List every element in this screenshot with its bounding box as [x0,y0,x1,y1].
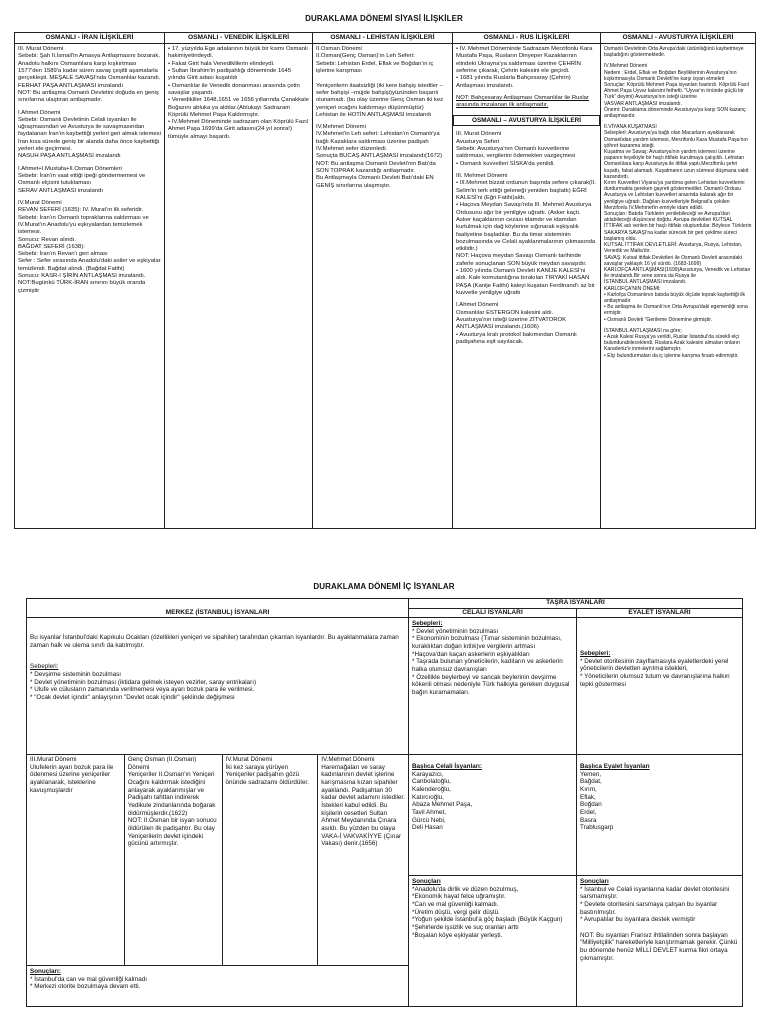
avusturya-mehmet3-block: III. Mehmet Dönemi • III.Mehmet bizzat ordunun başında sefere çıkarak(II. Selim'in terk ettiği geleneği yeniden başlattı) EĞRİ KALESİ'ni (Eğri Fatihi)aldı. • Haçova Meydan Savaşı'nda III. Mehmet Avusturya Ordusunu ağır bir yenilgiye uğrattı. (Asker kaçtı. Asker kaçaklarının cezası idamdır ve idamdan kurtulmak için dağ köylerine sığınarak eşkiyalık faaliyetine başladılar. Bu da timar sisteminin bozulmasında ve Celali ayaklanmalarının çıkmasında etkilidir.) NOT: Haçova meydan Savaşı Osmanlı tarihinde zaferle sonuçlanan SON büyük meydan savaşıdır. • 1600 yılında Osmanlı Devleti KANİJE KALESİ'ni aldı. Kale komutanlığına bırakılan TİRYAKİ HASAN PAŞA (Kanije Fatihi) kaleyi kuşatan Ferdinand'ı az bir kuvvetle yenilgiye uğrattı [456,173,596,296]
iran-murat4-block: IV.Murat Dönemi REVAN SEFERİ (1635): IV. Murat'ın ilk seferidir. Sebebi: İran'ın Osmanlı topraklarına saldırması ve IV.Murat'ın Anadolu'yu eşkıyalardan temizlemek istemesi. Sonucu: Revan alındı. BAĞDAT SEFERİ (1638): Sebebi: İran'ın Revan'ı geri alması Sefer : Sefer sırasında Anadolu'daki asiler ve eşkıyalar temizlendi. Bağdat alındı. (Bağdat Fatihi) Sonucu: KASR-I ŞİRİN ANTLAŞMASI imzalandı. NOT:Bugünkü TÜRK-İRAN sınırını büyük oranda çizmiştir [18,199,161,294]
merkez-intro: Bu isyanlar İstanbul'daki Kapıkulu Ocakları (özellikleri yeniçeri ve sipahiler) tarafından çıkarılan isyanlardır. Bu ayaklanmalara zaman zaman halk ve ulema sınıfı da katılmıştır. [30,634,399,649]
period-murat4: IV.Murat Dönemi İki kez saraya yürüyen Yeniçeriler padişahın gözü önünde sadrazamı öldürdüler. [223,755,319,965]
period-osman2: Genç Osman (II.Osman) Dönemi Yeniçeriler II.Osman'ın Yeniçeri Ocağını kaldırmak istediğini anlayarak ayaklanmışlar ve Padişahı tahttan indirerek Yedikule zindanlarında boğarak öldürmüşlerdir.(1622) NOT: II.Osman bir isyan sonucu öldürülen ilk padişahtır. Bu olay Yeniçerilerin devlet içindeki gücünü artırmıştır. [125,755,223,965]
merkez-sonuc-list: * İstanbul'da can ve mal güvenliği kalmadı * Merkezi otorite bozulmaya devam etti. [30,975,148,991]
avusturya-viyana-block: II.VİYANA KUŞATMASI Sebepleri: Avusturya'ya bağlı olan Macarların ayaklanarak Osmanlıdan yardım istemesi, Merzifonlu Kara Mustafa Paşa'nın şöhret kazanma isteği. Kuşatma ve Savaş: Avusturya'nın yardım istemesi üzerine papanın teşvikiyle bir haçlı ittifakı kurulmaya çalışıldı. Lehistan Osmanlılara karşı Avusturya ile ittifak yaptı.Merzifonlu şehri kuşattı, fakat alamadı. Kuşatmanın uzun sürmesi düşmana vakit kazandırdı. Kırım Kuvvetleri Viyana'ya yardıma gelen Lehistan kuvvetlerini durdurmakta gereken gayreti göstermediler. Osmanlı Ordusu Avusturya ve Lehistan kuvvetleri arasında kalarak ağır bir yenilgiye uğradı. Dağılan kuvvetleriyle Belgrad'a çekilen Merzifonlu IV.Mehmet'in emriyle idam edildi. Sonuçları: Batıda Türklerin yenilebileceği ve Avrupa'dan atılabileceği düşüncesi doğdu. Avrupa devletleri KUTSAL İTTİFAK adı verilen bir haçlı ittifakı oluşturdular. Böylece Türklerin SAKARYA SAVAŞI'na kadar sürecek bir geri çekilme süreci başlamış oldu. KUTSAL İTTİFAK DEVLETLERİ: Avusturya, Rusya, Lehistan, Venedik ve Malta'dır. SAVAŞ: Kutsal ittifak Devletleri ile Osmanlı Devleti arasındaki savaşlar yaklaşık 16 yıl sürdü. (1683-1699) KARLOFÇA ANTLAŞMASI(1699)Avusturya, Venedik ve Lehistan ile imzalandı.Bir sene sonra da Rusya ile İSTANBUL ANTLAŞMASI imzalandı. KARLOFÇA'NIN ÖNEMİ: • Karlofça Osmanlının batıda büyük ölçüde toprak kaybettiği ilk antlaşmadır • Bu antlaşma ile Osmanlı'nın Orta Avrupa'daki egemenliği sona ermiştir. • Osmanlı Devleti "Gerileme Dönemine girmiştir. [604,124,752,323]
lehistan-cell [313,44,453,529]
eyalet-sebep-list: * Devlet otoritesinin zayıflamasıyla eyaletlerdeki yerel yöneticilerin devletten ayrılma istekleri, * Yöneticilerin olumsuz tutum ve davranışlarına halkın tepki göstermesi [580,657,730,688]
header-rus: OSMANLI - RUS İLİŞKİLERİ [453,33,601,44]
row-donemler [27,755,743,876]
page-title-political: DURAKLAMA DÖNEMİ SİYASİ İLİŞKİLER [305,14,463,23]
avusturya-cell [601,44,756,529]
merkez-sebepler-cell [27,618,409,755]
celali-list-title: Başlıca Celali İsyanları: [412,763,483,770]
merkez-donemler-cell [27,755,409,966]
celali-sebep-list: * Devlet yönetiminin bozulması * Ekonominin bozulması (Tımar sisteminin bozulması, kuraklıktan doğan kıtlık)ve vergilerin artması *Haçova'dan kaçan askerlerin eşkiyalıkları * Taşrada bulunan yöneticilerin, kadıların ve askerlerin halka olumsuz davranışları * Özellikle beylerbeyi ve sancak beylerinin devşirme kökenli olması nedeniyle Türk halkıyla gereken duygusal bağın kuramamaları. [412,627,570,697]
header-venedik: OSMANLI - VENEDİK İLİŞKİLERİ [165,33,313,44]
header-row-1 [27,599,743,609]
merkez-sebep-list: * Devşirme sisteminin bozulması * Devlet yönetiminin bozulması (iktidara gelmek isteyen vezirler, saray entrikaları) * Ulufe ve cülusların zamanında verilmemesi veya ayarı bozuk para ile verilmesi. * "Ocak devlet içindir" anlayışının "Devlet ocak içindir" şeklinde değişmesi [30,671,257,702]
celali-sonuc-title: Sonuçları [412,878,441,885]
iran-murat3-block: III. Murat Dönemi Sebebi: Şah II.İsmail'in Amasya Antlaşmasını bozarak, Anadolu halkını Osmanlılara karşı kışkırtması 1577'den 1589'a kadar süren savaş çeşitli aşamalarla gerçekleşti. MEŞALE SAVAŞI'nda Osmanlılar kazandı. FERHAT PAŞA ANTLAŞMASI imzalandı NOT: Bu antlaşma Osmanlı Devletini doğuda en geniş sınırlarına ulaştıran antlaşmadır. [18,46,161,104]
merkez-sebep-title: Sebepleri: [30,663,59,671]
celali-sebep-title: Sebepleri: [412,620,443,627]
merkez-sonuc-cell [27,966,409,1007]
eyalet-list-cell [577,755,743,876]
celali-sebepler-cell [409,618,577,755]
avusturya-murat3-block: III. Murat Dönemi Avusturya Seferi Sebebi: Avusturya'nın Osmanlı kuvvetlerine saldırması, vergilerini ödemekten vazgeçmesi • Osmanlı kuvvetleri SİSKA'da yenildi. [456,131,576,167]
merkez-period-columns [27,755,408,965]
header-lehistan: OSMANLI - LEHİSTAN İLİŞKİLERİ [313,33,453,44]
header-avusturya: OSMANLI - AVUSTURYA İLİŞKİLERİ [601,33,756,44]
rus-cell [453,44,601,529]
venedik-cell [165,44,313,529]
eyalet-list-title: Başlıca Eyalet İsyanları [580,763,650,770]
header-eyalet: EYALET İSYANLARI [577,608,743,618]
iran-multi-block: I.Ahmet+I.Mustafa+II.Osman Dönemleri Sebebi: İran'ın vaat ettiği ipeği göndermemesi ve Osmanlı elçisini tutuklaması SERAV ANTLAŞMASI imzalandı [18,165,146,194]
avusturya-mehmet4-block: IV.Mehmet Dönemi Nedeni : Erdel, Eflak ve Boğdan Beyliklerinin Avusturya'nın kışkırtmasıyla Osmanlı Devleti'ne karşı isyan etmeleri Sonuçlar: Köprülü Mehmet Paşa isyanları bastırdı. Köprülü Fazıl Ahmet Paşa Uyvar kalesini fethetti. "Uyvar'ın önünde güçlü bir Türk" deyimi) Avusturya'nın isteği üzerine VASVAR ANTLAŞMASI imzalandı. Önemi: Duraklama döneminde Avusturya'ya karşı SON kazanç antlaşmasıdır. [604,63,749,120]
internal-revolts-table [26,598,743,1007]
page-title-revolts: DURAKLAMA DÖNEMİ İÇ İSYANLAR [313,582,455,591]
eyalet-list: Yemen, Bağdat, Kırım, Eflak, Boğdan Erdel, Basra Trablusgarp [580,770,614,832]
header-iran: OSMANLI - İRAN İLİŞKİLERİ [15,33,165,44]
celali-list-cell [409,755,577,876]
eyalet-sonuc-list: * İstanbul ve Celali isyanlarına kadar devlet otoritesini sarsmamıştır. * Devlete otoritesini sarsmaya çalışan bu isyanlar bastırılmıştır. * Avrupalılar bu isyanlara destek vermiştir NOT: Bu isyanları Fransız ihtilalinden sonra başlayan "Milliyetçilik" hareketleriyle karıştırmamak gerekir. Çünkü bu dönemde henüz MİLLİ DEVLET kurma fikri ortaya çıkmamıştır. [580,885,738,962]
period-murat3: III.Murat Dönemi Ulufelerin ayarı bozuk para ile ödenmesi üzerine yeniçeriler ayaklanarak, isteklerine kavuşmuşlardır [27,755,125,965]
eyalet-sebep-title: Sebepleri: [580,650,611,657]
row-sebepler [27,618,743,755]
header-tasra: TAŞRA İSYANLARI [409,599,743,609]
avusturya-intro-block: Osmanlı Devletinin Orta Avrupa'daki üstünlüğünü kaybetmeye başladığını göstermektedir. [604,46,744,59]
celali-sonuc-list: *Anadolu'da dirlik ve düzen bozulmuş, *Ekonomik hayat felce uğramıştır. *Can ve mal güvenliği kalmadı. *Üretim düştü, vergi gelir düştü. *Yoğun şekilde İstanbul'a göç başladı (Büyük Kaçgun) *Şehirlerde işsizlik ve suç oranları arttı *Boşalan köye eşkiyalar yerleşti. [412,885,563,939]
eyalet-sonuc-title: Sonuçları [580,878,609,885]
celali-list: Karayazıcı, Canbolatoğlu, Kalenderoğlu, Katırcıoğlu, Abaza Mehmet Paşa, Tavil Ahmet, Gürcü Nebi, Deli Hasan [412,770,473,832]
rus-cehrin-block: • IV. Mehmet Döneminde Sadrazam Merzifonlu Kara Mustafa Paşa, Rusların Dinyeper Kazaklarının elindeki Ukrayna'ya saldırması üzerine ÇEHRİN seferine çıkarak, Çehrin kalesini ele geçirdi. • 1681 yılında Ruslarla Bahçesaray (Çehrin) Antlaşması imzalandı. [456,46,593,89]
celali-sonuc-cell [409,876,577,1007]
eyalet-sonuc-cell [577,876,743,1007]
venedik-block: • 17. yüzyılda Ege adalarının büyük bir kısmı Osmanlı hakimiyetindeydi. • Fakat Girit hala Venediklilerin elindeydi. • Sultan İbrahim'in padişahlığı döneminde 1645 yılında Girit adası kuşatıldı • Osmanlılar ile Venedik donanması arasında çetin savaşlar yaşandı. • Venedikliler 1648,1651 ve 1656 yıllarında Çanakkale Boğazını abluka ya aldılar.(Ablukayı Sadrazam Köprülü Mehmet Paşa Kaldırmıştır. • IV.Mehmet Döneminde sadrazam olan Köprülü Fazıl Ahmet Paşa 1699'da Girit adasını(24 yıl sonra!) tümüyle almayı başardı. [168,46,309,140]
avusturya-istanbul-block: İSTANBUL ANTLAŞMASI na göre; • Azak Kalesi Rusya'ya verildi, Ruslar İstanbul'da sürekli elçi bulundurabileceklerdi. Ruslara Azak kalesini almaları onların Karadeniz'e inmelerini sağlamıştır. • Elçi bulundurmaları da iç işlerine karışma fırsatı edinmiştir. [604,327,740,359]
iran-cell [15,44,165,529]
rus-note-block: NOT: Bahçesaray Antlaşması Osmanlılar ile Ruslar arasında imzalanan ilk antlaşmadır. [456,94,589,109]
table-header-row [15,33,756,44]
period-mehmet4: IV.Mehmet Dönemi Haremağaları ve saray kadınlarının devlet işlerine karışmasına kızan sipahiler ayaklandı. Padişahtan 30 kadar devlet adamını istediler. İstekleri kabul edildi. Bu kişilerin cesetleri Sultan Ahmet Meydanında Çınara asıldı. Bu yüzden bu olaya VAKA-İ VAKVAKİYYE (Çınar Vakası) denir.(1656) [321,756,405,848]
political-relations-table [14,32,756,529]
eyalet-sebepler-cell [577,618,743,755]
header-celali: CELALİ İSYANLARI [409,608,577,618]
lehistan-mehmet4-block: IV.Mehmet Dönemi IV.Mehmet'in Leh seferi: Lehistan'ın Osmanlı'ya bağlı Kazaklara saldırması üzerine padişah IV.Mehmet sefer düzenledi. Sonuçta BUCAŞ ANTLAŞMASI imzalandı(1672) NOT: Bu antlaşma Osmanlı Devleti'nin Batı'da SON TOPRAK kazandığı antlaşmadır. Bu Antlaşmayla Osmanlı Devleti Batı'daki EN GENİŞ sınırlarına ulaşmıştır. [316,124,443,189]
table-body-row [15,44,756,529]
merkez-sonuc-title: Sonuçları: [30,968,61,975]
lehistan-osman2-block: II.Osman Dönemi II.Osman(Genç Osman)'ın Leh Seferi: Sebebi: Lehistan Erdel, Eflak ve Boğdan'ın iç işlerine karışması Yeniçerilerin itaatsizliği (iki kere bahşiş istediler – sefer bahşişi –müjde bahşişi)yüzünden başarılı olunamadı. (bu olay üzerine Genç Osman iki kez yeniçeri ocağını kaldırmayı düşünmüştür) Lehistan ile HOTİN ANTLAŞMASI imzalandı [316,46,444,118]
inner-header-avusturya: OSMANLI – AVUSTURYA İLİŞKİLERİ [453,115,600,127]
iran-ahmet1-block: I.Ahmet Dönemi Sebebi: Osmanlı Devletinin Celali isyanları ile uğraşmasından ve Avusturya ile savaşmasından faydalanan İran'ın kaybettiği yerleri geri almak istemesi İran kısa sürede geniş bir alanda daha önce kaybettiği yerleri ele geçirmesi. NASUH PAŞA ANTLAŞMASI imzalandı [18,109,161,160]
header-merkez: MERKEZ (İSTANBUL) İSYANLARI [27,599,409,618]
avusturya-ahmet1-block: I.Ahmet Dönemi Osmanlılar ESTERGON kalesini aldı. Avusturya'nın isteği üzerine ZİTVATOROK ANTLAŞMASI imzalandı.(1606) • Avusturya kralı protokol bakımından Osmanlı padişahına eşit sayılacak. [456,302,577,345]
